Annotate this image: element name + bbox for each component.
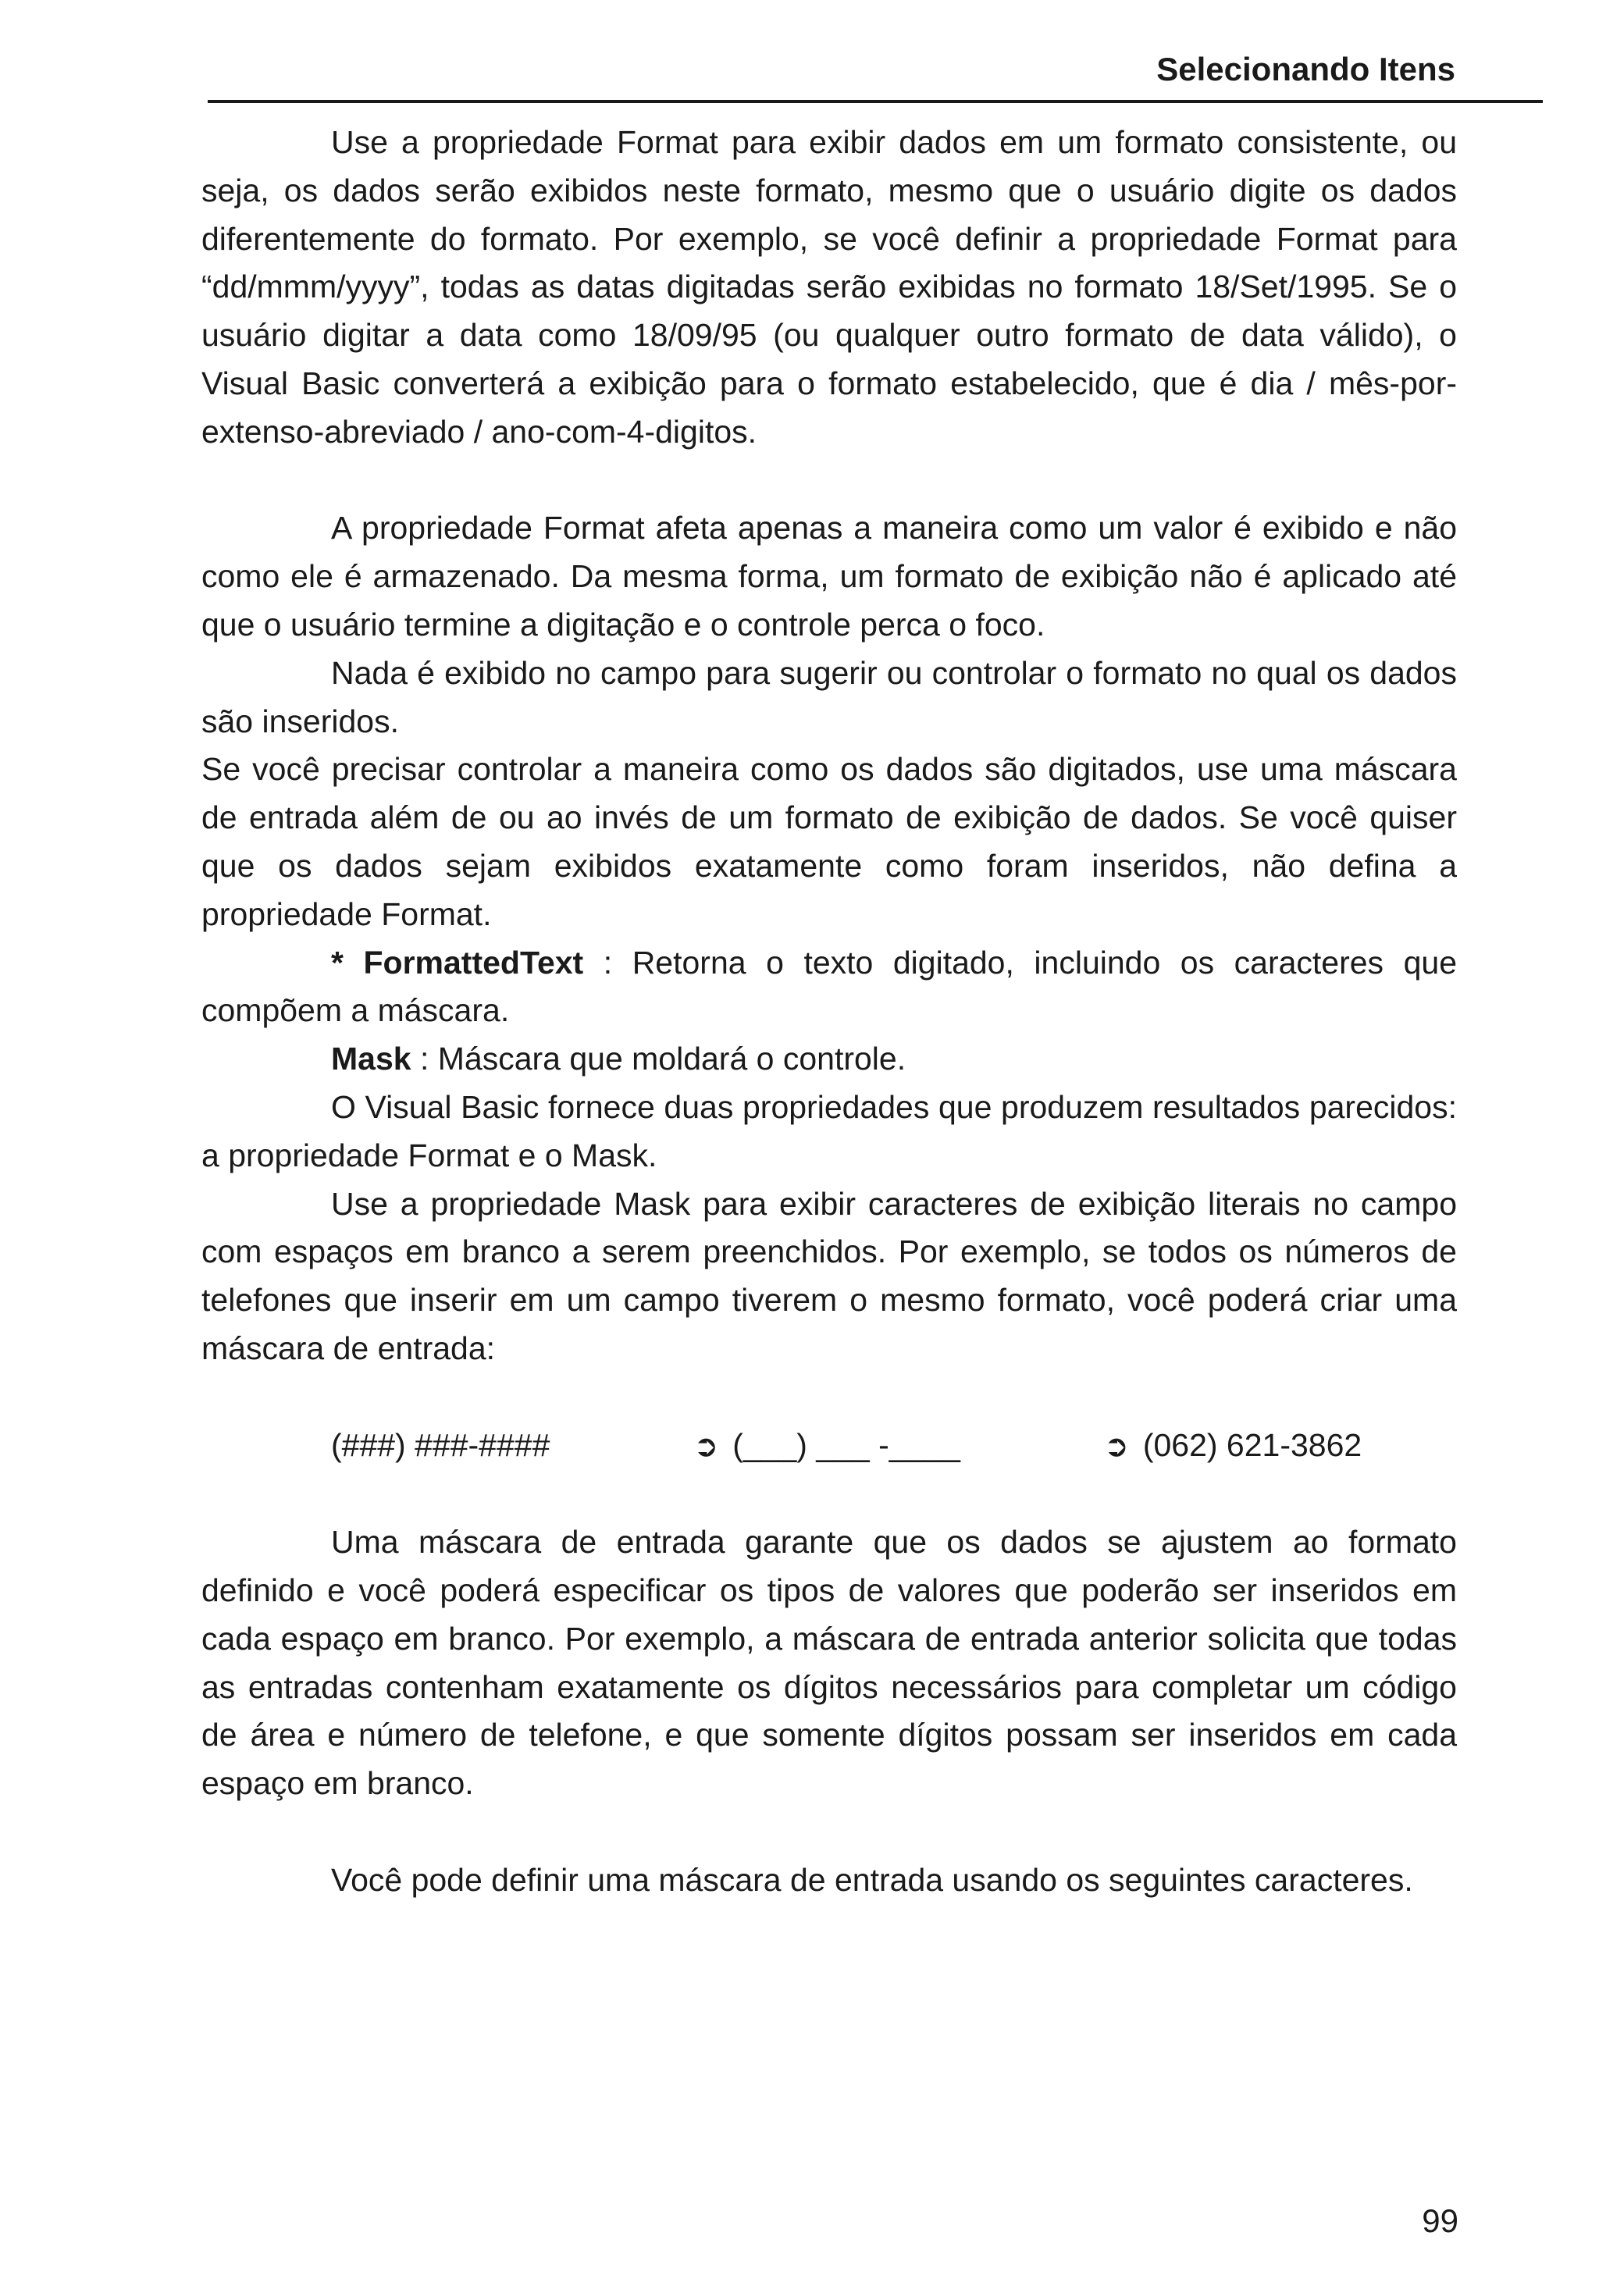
term-mask: Mask bbox=[331, 1041, 411, 1077]
running-header: Selecionando Itens bbox=[1156, 51, 1455, 87]
paragraph-two-properties: O Visual Basic fornece duas propriedades que produzem resultados parecidos: a propriedade Format e o Mask. bbox=[201, 1088, 1457, 1173]
paragraph-mask-usage: Use a propriedade Mask para exibir caracteres de exibição literais no campo com espaços em branco a serem preenchidos. Por exemplo, se todos os números de telefones que inserir em um campo tiverem o mesmo formato, você poderá criar uma máscara de entrada: bbox=[201, 1185, 1457, 1366]
spacer bbox=[201, 1470, 1457, 1518]
paragraph-mask bbox=[201, 1035, 1457, 1084]
mask-pattern: (###) ###-#### bbox=[331, 1426, 550, 1463]
paragraph-mask-characters: Você pode definir uma máscara de entrada usando os seguintes caracteres. bbox=[331, 1861, 1413, 1898]
paragraph-no-hint: Nada é exibido no campo para sugerir ou controlar o formato no qual os dados são inseridos. bbox=[201, 654, 1457, 739]
definition-mask: : Máscara que moldará o controle. bbox=[411, 1041, 906, 1077]
spacer bbox=[201, 1808, 1457, 1856]
arrow-icon: ➲ bbox=[1103, 1428, 1129, 1463]
paragraph-input-mask: Se você precisar controlar a maneira como os dados são digitados, use uma máscara de entrada além de ou ao invés de um formato de exibição de dados. Se você quiser que os dados sejam exibidos exatamente como foram inseridos, não defina a propriedade Format. bbox=[201, 751, 1457, 932]
arrow-icon: ➲ bbox=[693, 1428, 719, 1463]
spacer bbox=[201, 457, 1457, 505]
mask-example bbox=[201, 1422, 1457, 1471]
header-rule bbox=[208, 100, 1543, 103]
mask-result: (062) 621-3862 bbox=[1142, 1426, 1362, 1463]
mask-blank: (___) ___ -____ bbox=[732, 1426, 960, 1463]
term-formattedtext: * FormattedText bbox=[331, 944, 584, 981]
paragraph-format-display: A propriedade Format afeta apenas a maneira como um valor é exibido e não como ele é armazenado. Da mesma forma, um formato de exibição não é aplicado até que o usuário termine a digitação e o controle perca o foco. bbox=[201, 510, 1457, 643]
page-number: 99 bbox=[1422, 2202, 1458, 2239]
paragraph-mask-guarantee: Uma máscara de entrada garante que os dados se ajustem ao formato definido e você poderá especificar os tipos de valores que poderão ser inseridos em cada espaço em branco. Por exemplo, a máscara de entrada anterior solicita que todas as entradas contenham exatamente os dígitos necessários para completar um código de área e número de telefone, e que somente dígitos possam ser inseridos em cada espaço em branco. bbox=[201, 1524, 1457, 1802]
paragraph-format-intro: Use a propriedade Format para exibir dados em um formato consistente, ou seja, os dados serão exibidos neste formato, mesmo que o usuário digite os dados diferentemente do formato. Por exemplo, se você definir a propriedade Format para “dd/mmm/yyyy”, todas as datas digitadas serão exibidas no formato 18/Set/1995. Se o usuário digitar a data como 18/09/95 (ou qualquer outro formato de data válido), o Visual Basic converterá a exibição para o formato estabelecido, que é dia / mês-por-extenso-abreviado / ano-com-4-digitos. bbox=[201, 124, 1457, 450]
paragraph-formattedtext bbox=[201, 939, 1457, 1036]
spacer bbox=[201, 1373, 1457, 1422]
page-body bbox=[201, 119, 1457, 1904]
definition-formattedtext: : Retorna o texto digitado, incluindo os caracteres que compõem a máscara. bbox=[201, 944, 1457, 1029]
